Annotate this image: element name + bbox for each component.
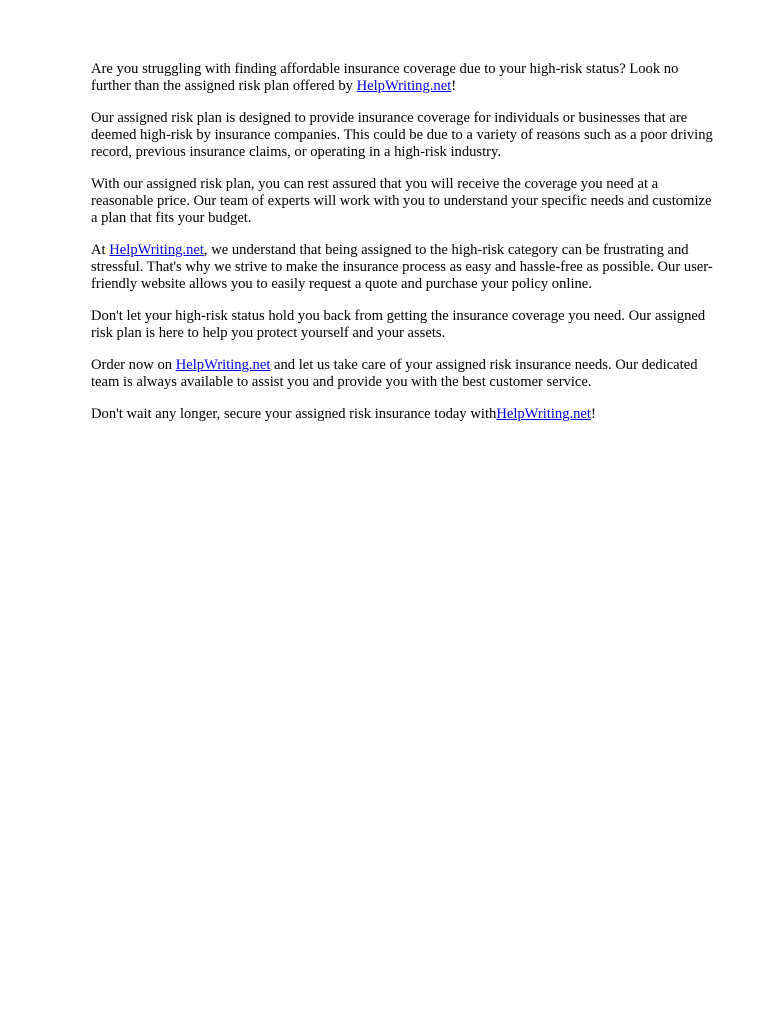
paragraph-text: Don't wait any longer, secure your assigned risk insurance today with: [91, 406, 497, 422]
paragraph-text: Our assigned risk plan is designed to provide insurance coverage for individuals or businesses that are deemed high-risk by insurance companies. This could be due to a variety of reasons such as a poor driving record, previous insurance claims, or operating in a high-risk industry.: [91, 110, 713, 160]
paragraph-closing: [91, 406, 721, 423]
paragraph-coverage-price: [91, 176, 721, 227]
helpwriting-link[interactable]: HelpWriting.net: [175, 357, 271, 373]
paragraph-text: Are you struggling with finding affordable insurance coverage due to your high-risk status? Look no further than the assigned risk plan offered by: [91, 61, 679, 94]
paragraph-intro: [91, 61, 721, 95]
paragraph-high-risk-status: [91, 308, 721, 342]
paragraph-text: , we understand that being assigned to the high-risk category can be frustrating and stressful. That's why we strive to make the insurance process as easy and hassle-free as possible. Our user-friendly website allows you to easily request a quote and purchase your policy online.: [91, 242, 713, 292]
helpwriting-link[interactable]: HelpWriting.net: [356, 78, 452, 94]
helpwriting-link[interactable]: HelpWriting.net: [109, 242, 204, 258]
paragraph-text: Order now on: [91, 357, 176, 373]
paragraph-plan-description: [91, 110, 721, 161]
paragraph-text: !: [590, 406, 596, 422]
helpwriting-link[interactable]: HelpWriting.net: [496, 406, 591, 422]
paragraph-text: Don't let your high-risk status hold you back from getting the insurance coverage you need. Our assigned risk plan is here to help you protect yourself and your assets.: [91, 308, 706, 341]
paragraph-text: At: [91, 242, 110, 258]
paragraph-text: !: [451, 78, 457, 94]
paragraph-order-now: [91, 357, 721, 391]
paragraph-about-site: [91, 242, 721, 293]
document-body: [91, 61, 721, 438]
paragraph-text: With our assigned risk plan, you can rest assured that you will receive the coverage you need at a reasonable price. Our team of experts will work with you to understand your specific needs and customize a plan that fits your budget.: [91, 176, 712, 226]
paragraph-text: and let us take care of your assigned risk insurance needs. Our dedicated team is always available to assist you and provide you with the best customer service.: [91, 357, 698, 390]
